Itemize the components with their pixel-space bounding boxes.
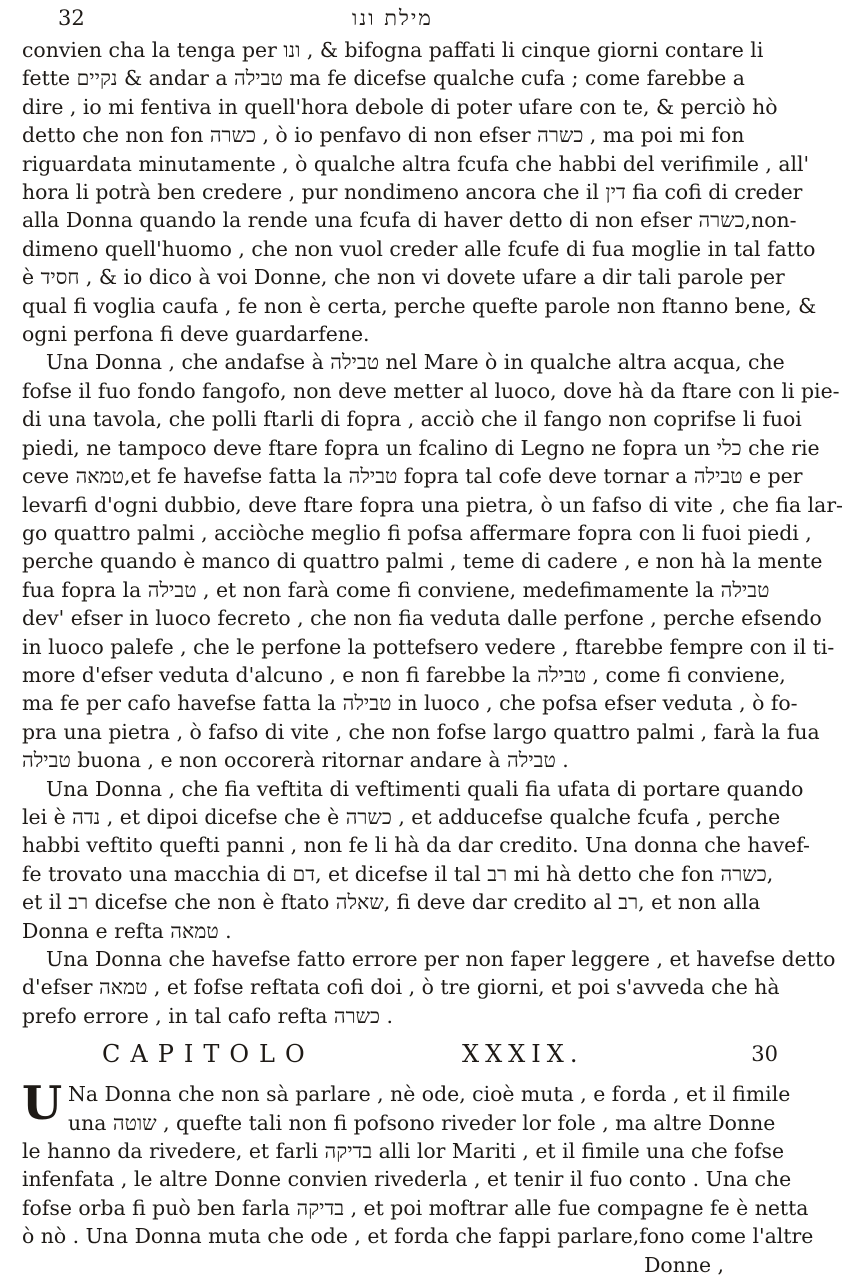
paragraph [22,36,817,348]
text-line: more d'efser veduta d'alcuno , e non fi farebbe la טבילה , come fi conviene, [22,662,786,687]
chapter-title: CAPITOLO [102,1040,315,1069]
text-line: perche quando è manco di quattro palmi , teme di cadere , e non hà la mente [22,549,823,574]
text-line: ogni perfona fi deve guardarfene. [22,322,370,347]
text-line: fofse orba fi può ben farla בדיקה , et poi moftrar alle fue compagne fe è netta [22,1195,809,1220]
text-line: dimeno quell'huomo , che non vuol creder alle fcufe di fua moglie in tal fatto [22,236,816,261]
text-line: è חסיד , & io dico à voi Donne, che non vi dovete ufare a dir tali parole per [22,265,785,290]
text-line: prefo errore , in tal cafo refta כשרה . [22,1003,393,1028]
text-line: fette נקיים & andar a טבילה ma fe dicefse qualche cufa ; come farebbe a [22,66,745,91]
text-line: Una Donna , che fia veftita di veftimenti quali fia ufata di portare quando [46,776,804,801]
text-line: le hanno da rivedere, et farli בדיקה alli lor Mariti , et il fimile una che fofse [22,1139,785,1164]
catchword: Donne , [644,1252,724,1277]
page-header [22,6,784,36]
text-line: dev' efser in luoco fecreto , che non fia veduta dalle perfone , perche efsendo [22,606,822,631]
text-line: ceve טמאה,et fe havefse fatta la טבילה fopra tal cofe deve tornar a טבילה e per [22,464,803,489]
text-line: Na Donna che non sà parlare , nè ode, cioè muta , e forda , et il fimile [68,1082,791,1107]
text-line: detto che non fon כשרה , ò io penfavo di non efser כשרה , ma poi mi fon [22,123,745,148]
text-line: Donna e refta טמאה . [22,918,232,943]
text-line: qual fi voglia caufa , fe non è certa, perche quefte parole non ftanno bene, & [22,293,817,318]
text-line: piedi, ne tampoco deve ftare fopra un fcalino di Legno ne fopra un כלי che rie [22,435,820,460]
text-line: Una Donna che havefse fatto errore per non faper leggere , et havefse detto [46,947,836,971]
text-line: טבילה buona , e non occorerà ritornar andare à טבילה . [22,748,569,773]
body-text [22,36,843,1030]
paragraph [22,348,843,774]
text-line: hora li potrà ben credere , pur nondimeno ancora che il דין fia cofi di creder [22,180,803,205]
text-line: et il רב dicefse che non è ftato שאלה, fi deve dar credito al רב, et non alla [22,890,761,915]
text-line: fua fopra la טבילה , et non farà come fi conviene, medefimamente la טבילה [22,577,770,602]
paragraph [22,775,810,945]
running-head: מילת ונו [352,6,433,30]
side-number: 30 [751,1042,778,1067]
text-line: lei è נדה , et dipoi dicefse che è כשרה , et adducefse qualche fcufa , perche [22,804,781,829]
chapter-number: XXXIX. [462,1040,584,1069]
text-line: d'efser טמאה , et fofse reftata cofi doi , ò tre giorni, et poi s'avveda che hà [22,975,780,1000]
text-line: levarfi d'ogni dubbio, deve ftare fopra una pietra, ò un fafso di vite , che fia lar- [22,492,843,517]
drop-cap: U [22,1076,63,1131]
text-line: ma fe per cafo havefse fatta la טבילה in luoco , che pofsa efser veduta , ò fo- [22,691,798,716]
chapter-heading [22,1036,784,1080]
text-line: alla Donna quando la rende una fcufa di haver detto di non efser כשרה,non- [22,208,797,233]
text-line: dire , io mi fentiva in quell'hora debole di poter ufare con te, & perciò hò [22,94,778,119]
text-line: in luoco palefe , che le perfone la pottefsero vedere , ftarebbe fempre con il ti- [22,634,835,659]
text-line: habbi veftito quefti panni , non fe li hà da dar credito. Una donna che havef- [22,833,810,858]
chapter-first-paragraph [22,1076,814,1250]
text-line: go quattro palmi , acciòche meglio fi pofsa affermare fopra con li fuoi piedi , [22,520,812,545]
text-line: di una tavola, che polli ftarli di fopra , acciò che il fango non coprifse li fuoi [22,407,802,432]
text-line: fofse il fuo fondo fangofo, non deve metter al luoco, dove hà da ftare con li pie- [22,378,840,403]
text-line: pra una pietra , ò fafso di vite , che non fofse largo quattro palmi , farà la fua [22,719,820,744]
text-line: infenfata , le altre Donne convien rivederla , et tenir il fuo conto . Una che [22,1167,792,1192]
text-line: riguardata minutamente , ò qualche altra fcufa che habbi del verifimile , all' [22,151,810,176]
text-line: una שוטה , quefte tali non fi pofsono riveder lor fole , ma altre Donne [68,1110,776,1135]
text-line: convien cha la tenga per ונו , & bifogna paffati li cinque giorni contare li [22,38,764,62]
text-line: fe trovato una macchia di דם, et dicefse il tal רב mi hà detto che fon כשרה, [22,861,774,886]
chapter-lines [22,1076,814,1250]
page-number: 32 [58,6,85,30]
text-line: ò nò . Una Donna muta che ode , et forda che fappi parlare,fono come l'altre [22,1224,814,1249]
text-line: Una Donna , che andafse à טבילה nel Mare ò in qualche altra acqua, che [46,350,785,375]
paragraph [22,945,836,1030]
